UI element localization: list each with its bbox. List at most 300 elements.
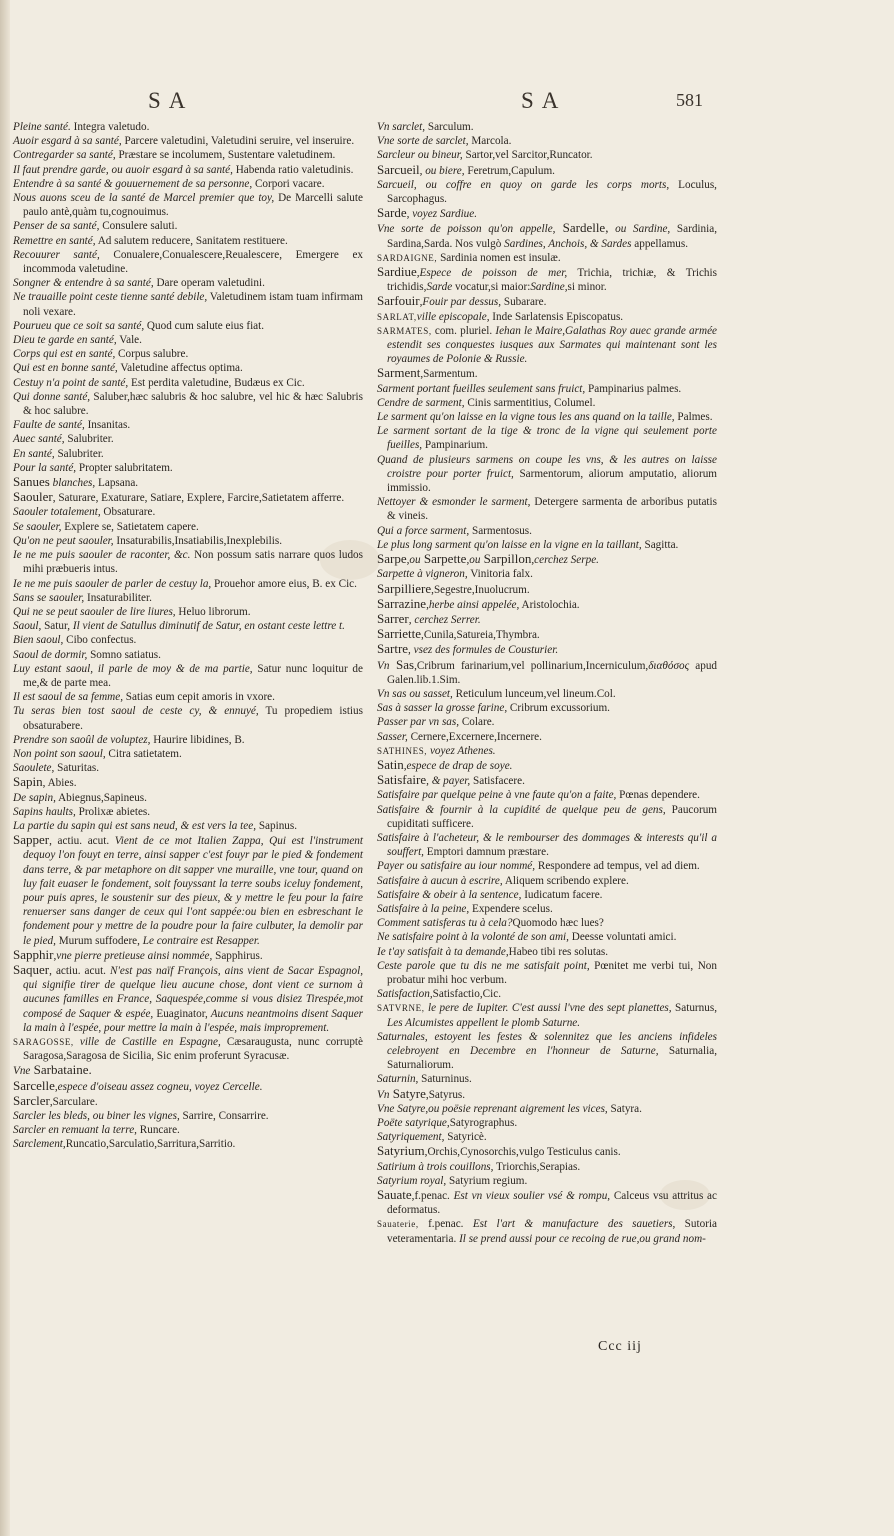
dictionary-entry [13,290,363,318]
dictionary-entry [377,495,717,523]
dictionary-entry [377,524,717,538]
entry-la: Sardinia, Sardina,Sarda. Nos vulgò [387,223,718,250]
entry-la: Satyra. [607,1102,642,1115]
entry-fr: blanches, [49,477,96,490]
entry-la: Aristolochia. [519,598,580,611]
entry-la: Haurire libidines, B. [150,733,245,746]
entry-fr: Ie ne me puis saouler de parler de cestuy la, [13,577,212,590]
dictionary-entry [13,1137,363,1151]
entry-fr: Faulte de santé, [13,419,85,432]
entry-la: si minor. [567,281,607,294]
entry-la: Tu propediem istius obsaturabere. [23,705,363,732]
entry-fr: Entendre à sa santé & gouuernement de sa personne, [13,177,253,190]
dictionary-entry [13,361,363,375]
entry-la: Subarare. [501,296,547,309]
entry-kw: Sarpillon [480,551,532,567]
entry-fr: ,espece de drap de soye. [403,759,513,772]
entry-la: ,Orchis,Cynosorchis,vulgo Testiculus canis. [424,1146,621,1159]
dictionary-entry [377,987,717,1001]
dictionary-entry [13,376,363,390]
entry-la: Satyricè. [444,1131,487,1144]
entry-fr: Est l'art & manufacture des sauetiers, [463,1218,676,1231]
entry-sc: SARMATES, [377,325,432,336]
dictionary-entry [377,730,717,744]
dictionary-entry [13,505,363,519]
dictionary-entry [13,805,363,819]
entry-fr: N'est pas naïf François, ains vient de Sacar Espagnol, qui signifie tirer de quelque lieu aucune chose, dont vient ce surnom à aucunes familles en France, Saquespée,comme si vous disiez Tirespée,mot composé de Saquer & espée, [23,964,363,1020]
entry-fr: Nous auons sceu de la santé de Marcel premier que toy, [13,192,275,205]
entry-la: Explere se, Satietatem capere. [61,520,199,533]
entry-la: Insaturabilis,Insatiabilis,Inexplebilis. [113,534,282,547]
entry-la: Aliquem scribendo explere. [502,874,629,887]
entry-fr: Satisfaire à aucun à escrire, [377,874,503,887]
entry-la: Inde Sarlatensis Episcopatus. [489,310,624,323]
entry-la: appellamus. [631,237,689,250]
entry-fr: , cerchez Serrer. [408,613,481,626]
entry-fr: Qui a force sarment, [377,524,470,537]
dictionary-entry [13,1035,363,1063]
entry-la: Saturitas. [54,762,100,775]
entry-fr: Sarcler les bleds, ou biner les vignes, [13,1110,180,1123]
entry-la: Quomodo hæc lues? [512,917,604,930]
dictionary-entry [377,424,717,452]
entry-fr: Sarcler en remuant la terre, [13,1124,137,1137]
entry-la: Pampinarium. [422,439,488,452]
dictionary-entry [13,1094,363,1109]
entry-fr: Vient de ce mot Italien Zappa, Qui est l'instrument dequoy l'on fouyt en terre, ainsi sapper c'est fouyr par le pied & fondement dans terre, & par metaphore on dit sapper vne muraille, vne tour, quand on luy fait euaser le fondement, soit fouyssant la terre soubs iceluy fondement, pour puis apres, le soustenir sur des pieux, & y mettre le feu pour la faire renuerser sans danger de ceux qui l'ont sappée:ou bien en esbreschant le fondement pour y mettre de la poudre pour la faire culbuter, la demolir par le pied, [23,835,364,947]
dictionary-entry [377,221,717,250]
entry-fr: Saouler totalement, [13,506,101,519]
entry-la: apud Galen.lib.1.Sim. [387,659,718,686]
entry-fr: La partie du sapin qui est sans neud, & est vers la tee, [13,819,257,832]
entry-fr: Le sarment sortant de la tige & tronc de la vigne qui seulement porte fueilles, [377,425,717,452]
entry-la: Satisfactio,Cic. [432,988,501,1001]
entry-fr: ville episcopale, [416,310,490,323]
dictionary-entry [377,627,717,642]
entry-la: Lapsana. [95,477,139,490]
dictionary-entry [377,831,717,859]
entry-kw: Sapphir [13,946,54,962]
entry-fr: Satisfaire à la peine, [377,902,470,915]
entry-la: com. pluriel. [431,324,493,337]
entry-la: Deesse voluntati amici. [568,931,677,944]
entry-fr: De sapin, [13,791,56,804]
entry-kw: Sanues [13,474,50,490]
entry-fr: Satyriquement, [377,1131,445,1144]
entry-fr: ,Espece de poisson de mer, [416,267,568,280]
entry-fr: Qu'on ne peut saouler, [13,534,114,547]
dictionary-entry [13,948,363,963]
dictionary-entry [13,191,363,219]
entry-la: Sapphirus. [212,949,263,962]
entry-fr: ,herbe ainsi appelée, [426,598,520,611]
dictionary-entry [377,1174,717,1188]
right-column [377,120,717,1246]
dictionary-entry [13,619,363,633]
entry-la: Detergere sarmenta de arboribus putatis & vineis. [387,496,717,523]
entry-la: Sagitta. [641,538,679,551]
entry-fr: voyez Athenes. [427,744,496,757]
entry-kw: Saquer [13,961,50,977]
dictionary-entry [377,1030,717,1073]
entry-gr: διαθόσος [648,659,690,672]
dictionary-entry [377,148,717,162]
entry-fr: Vn sarclet, [377,121,426,133]
entry-la: Satyrium regium. [446,1174,528,1187]
entry-fr: ,Fouir par dessus, [419,296,502,309]
entry-fr: Saturnin, [377,1073,419,1086]
entry-fr: Il est saoul de sa femme, [13,691,123,704]
entry-fr: Vne sorte de poisson qu'on appelle, [377,223,556,236]
dictionary-entry [13,148,363,162]
entry-la: Saturninus. [418,1073,472,1086]
entry-fr: Sarment portant fueilles seulement sans fruict, [377,382,586,395]
entry-fr: Cendre de sarment, [377,396,465,409]
entry-la: Insaturabiliter. [84,591,152,604]
entry-la: Abiegnus,Sapineus. [55,791,147,804]
dictionary-entry [377,120,717,134]
dictionary-entry [13,432,363,446]
entry-fr: Saoul, [13,620,42,633]
entry-la: Somno satiatus. [87,648,161,661]
dictionary-entry [13,591,363,605]
dictionary-entry [13,163,363,177]
dictionary-entry [13,1063,363,1078]
entry-fr: Il faut prendre garde, ou auoir esgard à sa santé, [13,163,233,176]
dictionary-entry [377,874,717,888]
dictionary-entry [13,662,363,690]
entry-fr: Iehan le Maire,Galathas Roy auec grande armée estendit ses conquestes iusques aux Sarmates qui maintenant sont les royaumes de Polonie & Russie. [387,324,717,366]
entry-la: Emptori damnum præstare. [423,846,549,859]
entry-fr: Recouurer santé, [13,248,100,261]
entry-la: Reticulum lunceum,vel lineum.Col. [452,687,616,700]
entry-la: Est perdita valetudine, Budæus ex Cic. [128,376,305,389]
entry-kw: Saouler [13,489,53,505]
entry-la: Vale. [116,334,142,347]
entry-la: Feretrum,Capulum. [464,164,555,177]
dictionary-entry [377,612,717,627]
dictionary-entry [377,382,717,396]
entry-kw: Sarcler [13,1092,50,1108]
dictionary-entry [13,548,363,576]
entry-fr: Se saouler, [13,520,62,533]
dictionary-entry [13,120,363,134]
entry-la: ,f.penac. [411,1190,450,1203]
entry-fr: Auec santé, [13,433,65,446]
entry-fr: Passer par vn sas, [377,716,460,729]
dictionary-entry [13,648,363,662]
dictionary-entry [13,248,363,276]
entry-la: Sarmentorum, aliorum amputatio, aliorum immissio. [387,467,717,495]
entry-kw: Sarfouir [377,293,420,309]
dictionary-entry [377,265,717,294]
entry-la: Ad salutem reducere, Sanitatem restituere. [95,234,288,247]
entry-kw: Sarment [377,365,421,381]
entry-fr: Saoulete, [13,762,55,775]
dictionary-entry [13,276,363,290]
entry-kw: Sarcueil [377,161,420,177]
dictionary-entry [13,347,363,361]
entry-la: Non possum satis narrare quos ludos mihi præbueris intus. [23,549,363,576]
entry-la: Habeo tibi res solutas. [508,945,609,958]
entry-fr: Sas à sasser la grosse farine, [377,702,508,715]
entry-fr: Qui ne se peut saouler de lire liures, [13,605,176,618]
dictionary-entry [13,134,363,148]
entry-kw: Sardelle, [555,220,609,236]
entry-la: Pampinarius palmes. [585,382,682,395]
entry-fr: Sarde [426,281,453,294]
running-header [0,88,894,118]
dictionary-entry [377,396,717,410]
entry-fr: Ne trauaille point ceste tienne santé debile, [13,291,208,304]
entry-fr: Satisfaction, [377,988,433,1001]
entry-fr: Vne Satyre,ou poësie reprenant aigrement les vices, [377,1102,608,1115]
entry-la: Corpus salubre. [115,348,189,361]
entry-la: Consulere saluti. [99,220,178,233]
entry-la: Satyrographus. [449,1117,518,1130]
entry-fr: Quand de plusieurs sarmens on coupe les vns, & les autres on laisse croistre pour porter fruict, [377,453,717,480]
entry-la: vocatur,si maior: [452,281,531,294]
dictionary-entry [377,1001,717,1029]
entry-la: Vinitoria falx. [467,568,533,581]
dictionary-entry [13,319,363,333]
dictionary-entry [13,761,363,775]
entry-kw: Satyre [389,1085,426,1101]
entry-fr: Poëte satyrique, [377,1117,450,1130]
dictionary-entry [13,490,363,505]
entry-kw: Sarpilliere [377,580,432,596]
entry-fr: Satisfaire par quelque peine à vne faute qu'on a faite, [377,789,617,802]
dictionary-entry [377,410,717,424]
entry-kw: Sardiue [377,264,417,280]
entry-fr: Prendre son saoûl de voluptez, [13,733,151,746]
entry-la: Valetudine affectus optima. [117,362,243,375]
entry-sc: Sauaterie, [377,1219,419,1230]
entry-la: Salubriter. [64,433,114,446]
entry-la: Dare operam valetudini. [153,277,265,290]
dictionary-entry [13,791,363,805]
entry-la: Palmes. [674,411,713,424]
entry-fr: Satyrium royal, [377,1174,447,1187]
entry-fr: Tu seras bien tost saoul de ceste cy, & ennuyé, [13,705,259,718]
entry-la: Runcatio,Sarculatio,Sarritura,Sarritio. [65,1138,236,1151]
entry-kw: Satin [377,756,404,772]
entry-la: Sarrire, Consarrire. [179,1110,269,1123]
entry-la: Prolixæ abietes. [75,805,151,818]
entry-fr: , vsez des formules de Cousturier. [408,644,559,657]
entry-la: Cibo confectus. [63,634,137,647]
entry-fr: Sarcueil, ou coffre en quoy on garde les corps morts, [377,178,670,191]
entry-fr: Corps qui est en santé, [13,348,116,361]
entry-fr: Penser de sa santé, [13,220,100,233]
entry-fr: Vn [377,659,390,672]
entry-fr: Il se prend aussi pour ce recoing de rue,ou grand nom- [456,1232,706,1245]
entry-la: Obsaturare. [100,506,156,519]
entry-fr: ,vne pierre pretieuse ainsi nommée, [53,949,213,962]
entry-la: , actiu. acut. [49,964,106,977]
entry-la: ,Sarmentum. [420,368,478,381]
dictionary-entry [377,687,717,701]
entry-fr: Sarpette à vigneron, [377,568,468,581]
entry-fr: Vne sorte de sarclet, [377,135,469,148]
entry-la: Saluber,hæc salubris & hoc salubre, vel hic & hæc Salubris & hoc salubre. [23,390,363,418]
dictionary-entry [377,324,717,367]
dictionary-entry [377,251,717,265]
entry-la: Pœnitet me verbi tui, Non probatur mihi hoc verbum. [387,959,717,986]
binding-gutter [0,0,10,1536]
entry-la: Expendere scelus. [469,902,553,915]
header-left: SA [148,88,194,113]
dictionary-entry [13,534,363,548]
entry-la: Murum suffodere, [55,934,140,947]
entry-fr: Nettoyer & esmonder le sarment, [377,496,531,509]
dictionary-entry [13,833,363,948]
dictionary-entry [377,1144,717,1159]
entry-fr: Pleine santé. [13,121,71,133]
entry-la: Sutoria veteramentaria. [387,1218,718,1245]
entry-kw: Satyrium [377,1143,425,1159]
entry-kw: Sapper [13,832,50,848]
dictionary-entry [377,945,717,959]
dictionary-entry [377,1130,717,1144]
dictionary-entry [377,366,717,381]
entry-fr: ,ou [466,554,481,567]
dictionary-entry [377,597,717,612]
entry-fr: Vn [377,1088,390,1101]
entry-fr: Sarclement, [13,1138,66,1151]
dictionary-entry [13,747,363,761]
entry-la: Propter salubritatem. [76,461,173,474]
entry-fr: ou Sardine, [608,223,671,236]
entry-kw: Sarrer [377,610,409,626]
entry-fr: Dieu te garde en santé, [13,334,117,347]
entry-la: De Marcelli salute paulo antè,quàm tu,cognouimus. [23,192,363,219]
dictionary-entry [13,963,363,1035]
entry-kw: Sarriette [377,626,422,642]
entry-fr: Ne satisfaire point à la volonté de son ami, [377,931,569,944]
dictionary-entry [377,1160,717,1174]
entry-la: Saturnalia, Saturnaliorum. [387,1045,718,1072]
dictionary-entry [377,916,717,930]
entry-la: Conualere,Conualescere,Reualescere, Emergere ex incommoda valetudine. [23,248,364,276]
dictionary-entry [13,234,363,248]
header-right: SA [521,88,567,113]
dictionary-entry [377,773,717,788]
entry-la: ,Cunila,Satureia,Thymbra. [421,629,540,642]
entry-kw: Sarpette [420,551,467,567]
entry-fr: ,espece d'oiseau assez cogneu, voyez Cercelle. [54,1080,263,1093]
dictionary-entry [377,134,717,148]
dictionary-entry [13,704,363,732]
entry-la: Satias eum cepit amoris in vxore. [123,691,275,704]
dictionary-entry [377,310,717,324]
dictionary-entry [377,744,717,758]
entry-fr: Vn sas ou sasset, [377,687,453,700]
entry-fr: Vne [13,1065,31,1078]
entry-la: Euaginator, [153,1007,208,1020]
dictionary-entry [377,567,717,581]
entry-fr: Aucuns neantmoins disent Saquer la main à l'espée, pour mettre la main à l'espée, mais improprement. [23,1007,364,1034]
entry-la: Satur, [41,620,71,633]
dictionary-entry [377,1102,717,1116]
entry-la: Heluo librorum. [175,605,251,618]
entry-fr: Pour la santé, [13,461,77,474]
dictionary-entry [377,902,717,916]
entry-la: Sartor,vel Sarcitor,Runcator. [462,149,593,162]
entry-fr: Sapins haults, [13,805,76,818]
dictionary-entry [377,206,717,221]
entry-la: Satur nunc loquitur de me,& de parte mea. [23,662,363,689]
entry-fr: Sarcleur ou bineur, [377,149,463,162]
entry-la: Valetudinem istam tuam infirmam noli vexare. [23,291,363,318]
entry-fr: ,ou [406,554,421,567]
entry-fr: Bien saoul, [13,634,64,647]
entry-fr: Sans se saouler, [13,591,85,604]
entry-fr: Le sarment qu'on laisse en la vigne tous les ans quand on la taille, [377,411,675,424]
entry-kw: Sauate [377,1187,412,1203]
entry-kw: Sapin [13,774,43,790]
dictionary-entry [377,888,717,902]
entry-fr: , voyez Sardiue. [406,208,478,221]
entry-la: Salubriter. [54,447,104,460]
entry-fr: ,cerchez Serpe. [531,554,599,567]
entry-kw: Sas [389,656,415,672]
dictionary-entry [13,775,363,790]
entry-fr: Songner & entendre à sa santé, [13,277,154,290]
entry-fr: Luy estant saoul, il parle de moy & de ma partie, [13,662,253,675]
dictionary-entry [377,1087,717,1102]
dictionary-entry [13,447,363,461]
entry-fr: , & payer, [426,775,471,788]
entry-fr: Comment satisferas tu à cela? [377,917,513,930]
entry-la: Insanitas. [84,419,131,432]
dictionary-entry [377,163,717,178]
dictionary-entry [13,1109,363,1123]
dictionary-entry [377,1072,717,1086]
entry-kw: Sarpe [377,551,407,567]
entry-la: Sarmentosus. [469,524,532,537]
entry-la: Cribrum excussorium. [507,702,610,715]
dictionary-entry [377,552,717,567]
entry-kw: Sarrazine [377,595,427,611]
entry-la: Colare. [459,716,495,729]
entry-kw: Sarde [377,205,407,221]
entry-fr: Pourueu que ce soit sa santé, [13,319,145,332]
entry-la: Parcere valetudini, Valetudini seruire, vel inseruire. [121,135,355,148]
entry-la: f.penac. [418,1218,464,1231]
entry-fr: , ou biere, [419,164,465,177]
entry-la: Loculus, Sarcophagus. [387,178,717,206]
dictionary-entry [377,294,717,309]
entry-kw: Sarcelle [13,1077,55,1093]
entry-kw: Satisfaire [377,772,427,788]
entry-la: Pœnas dependere. [616,789,700,802]
entry-la: Citra satietatem. [105,747,182,760]
entry-la: Triorchis,Serapias. [493,1160,581,1173]
entry-kw: Sartre [377,641,409,657]
entry-la: Paucorum cupiditati sufficere. [387,803,717,830]
entry-fr: Est vn vieux soulier vsé & rompu, [449,1190,611,1203]
entry-fr: Auoir esgard à sa santé, [13,135,122,148]
dictionary-entry [377,930,717,944]
entry-fr: Payer ou satisfaire au iour nommé, [377,860,536,873]
entry-fr: Qui est en bonne santé, [13,362,118,375]
dictionary-entry [377,582,717,597]
dictionary-entry [377,1116,717,1130]
dictionary-entry [377,658,717,687]
entry-la: Saturnus, [671,1002,717,1015]
entry-la: Præstare se incolumem, Sustentare valetudinem. [115,149,336,162]
